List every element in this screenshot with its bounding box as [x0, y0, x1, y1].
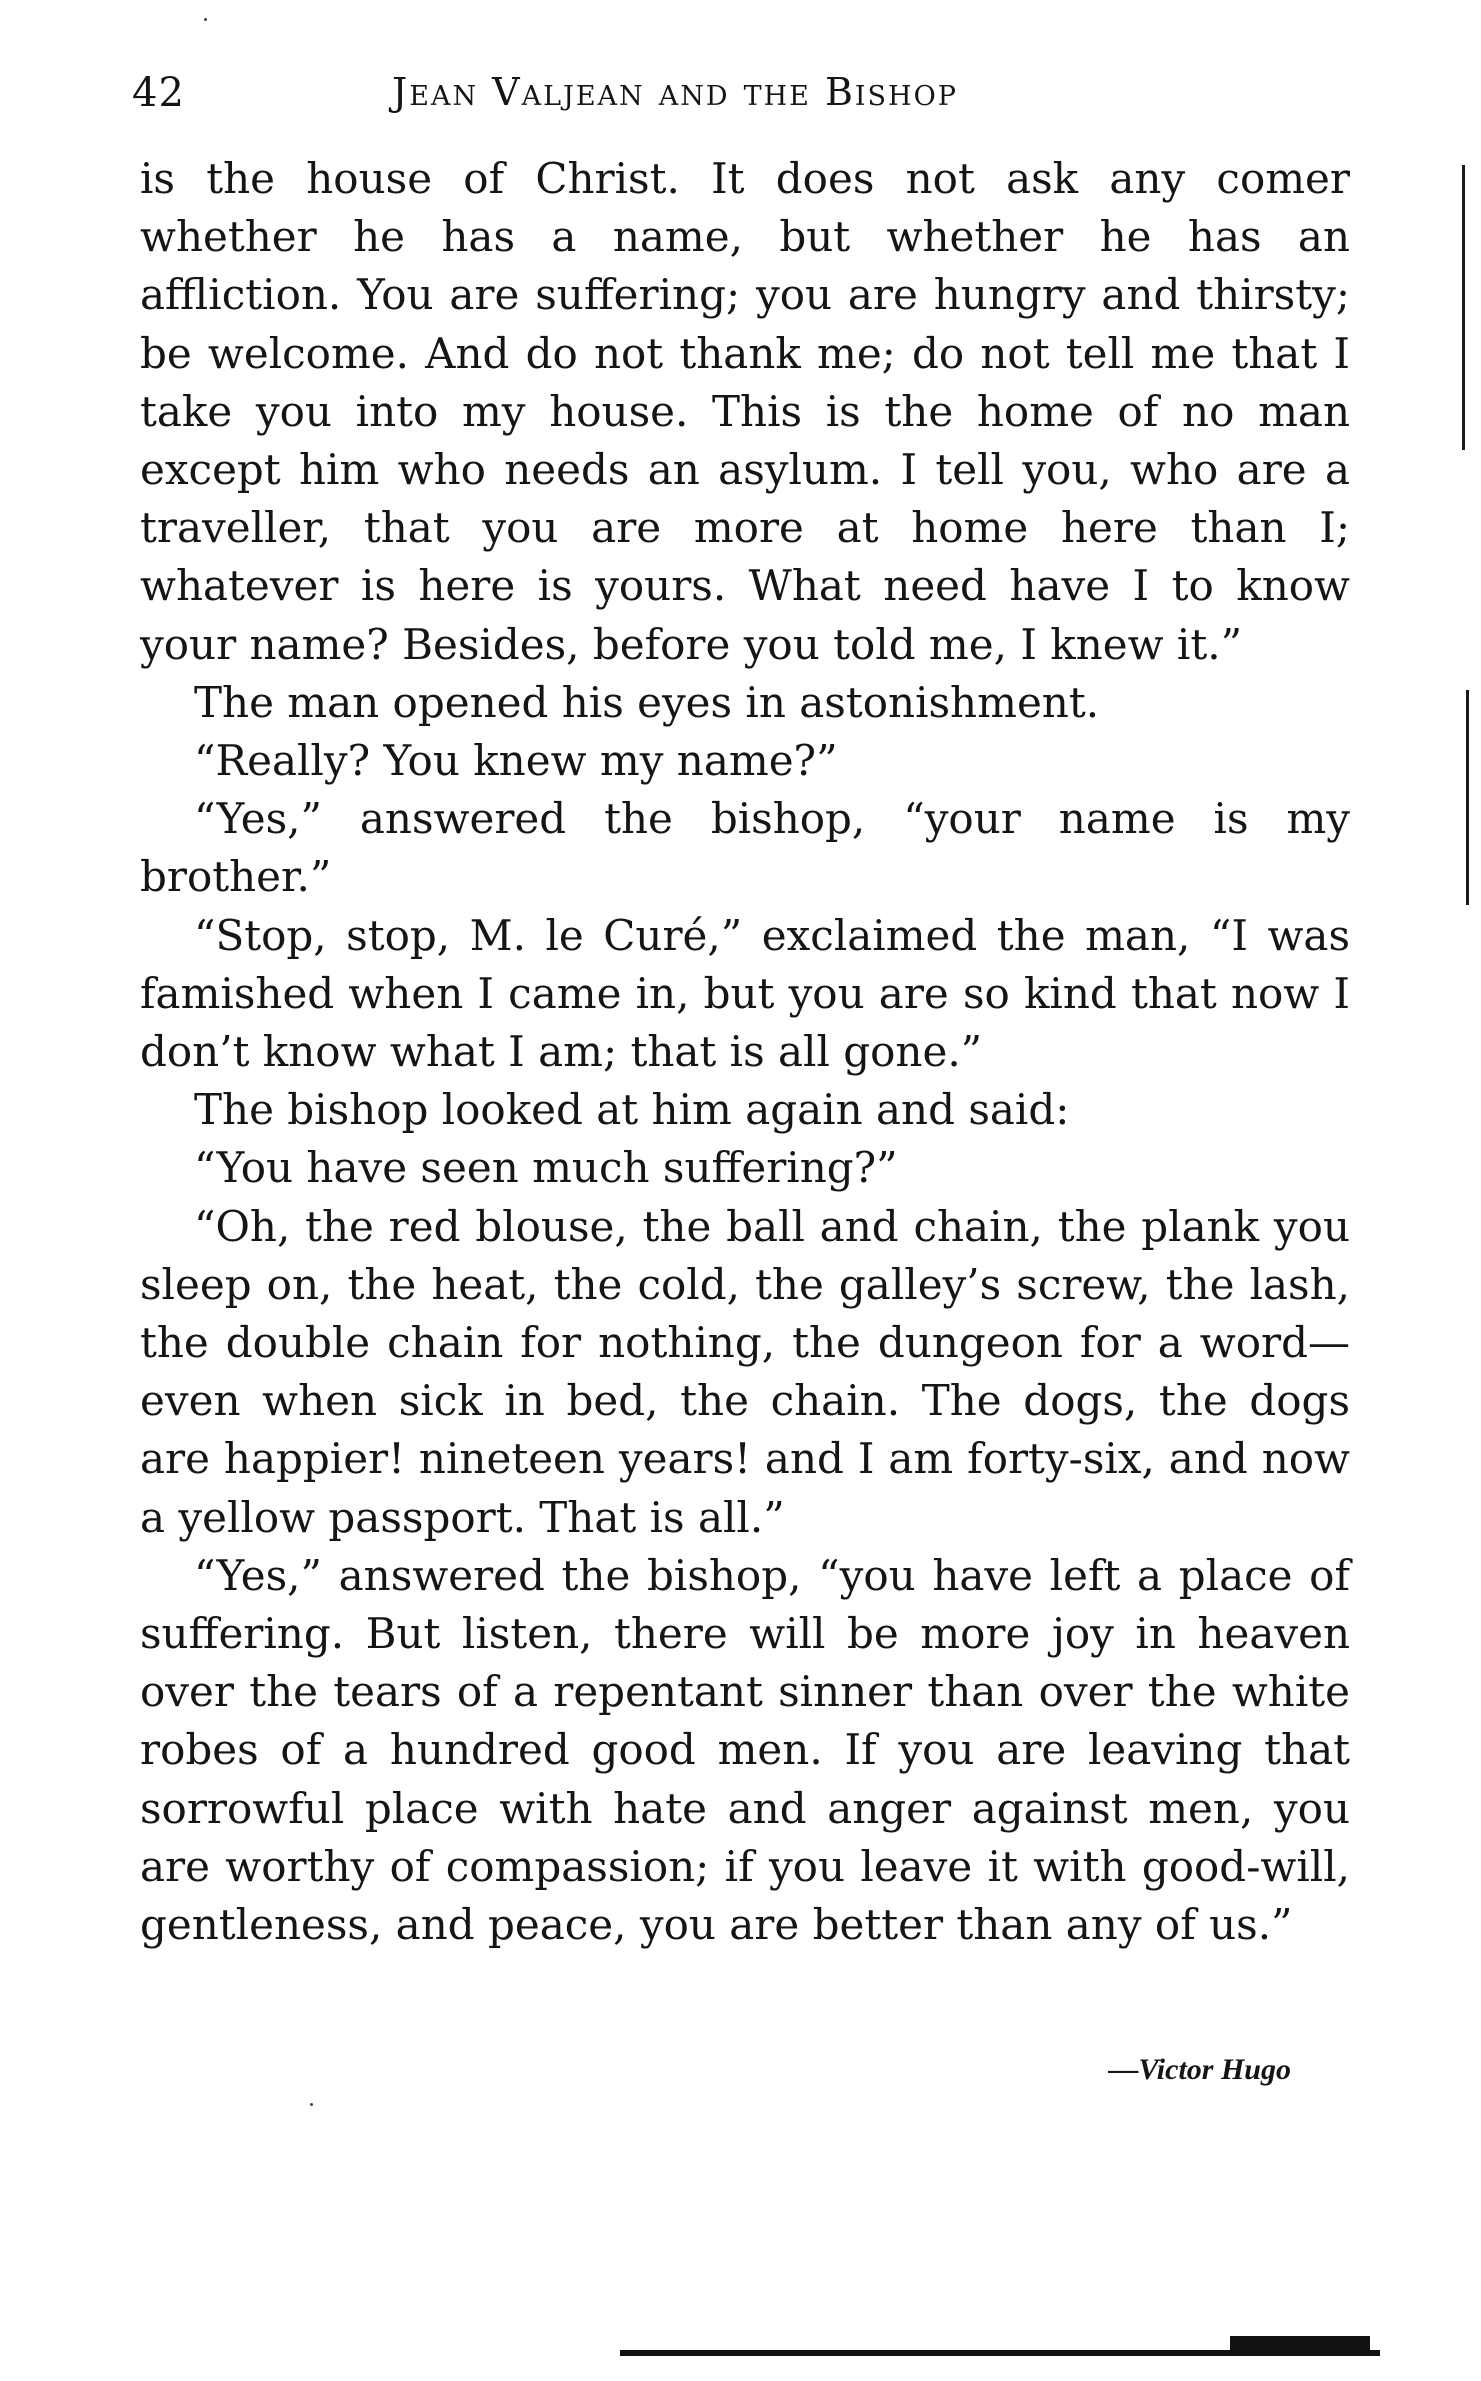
running-head: Jean Valjean and the Bishop	[392, 70, 958, 114]
body-text	[140, 150, 1350, 1954]
page-number: 42	[132, 70, 185, 116]
paragraph: “Yes,” answered the bishop, “your name is my brother.”	[140, 794, 1350, 902]
paragraph: The bishop looked at him again and said:	[194, 1085, 1070, 1135]
paragraph: “Oh, the red blouse, the ball and chain, the plank you sleep on, the heat, the cold, the galley’s screw, the lash, the double chain for nothing, the dungeon for a word—even when sick in bed, the chain. The dogs, the dogs are happier! nineteen years! and I am forty-six, and now a yellow passport. That is all.”	[140, 1201, 1350, 1542]
margin-rule	[1462, 165, 1465, 450]
paragraph: is the house of Christ. It does not ask any comer whether he has a name, but whether he has an affliction. You are suffering; you are hungry and thirsty; be welcome. And do not thank me; do not tell me that I take you into my house. This is the home of no man except him who needs an asylum. I tell you, who are a traveller, that you are more at home here than I; whatever is here is yours. What need have I to know your name? Besides, before you told me, I knew it.”	[140, 154, 1350, 669]
paragraph: “Really? You knew my name?”	[194, 736, 838, 786]
paragraph: “Stop, stop, M. le Curé,” exclaimed the man, “I was famished when I came in, but you are so kind that now I don’t know what I am; that is all gone.”	[140, 910, 1350, 1077]
scan-speck	[204, 18, 207, 21]
paragraph: “Yes,” answered the bishop, “you have left a place of suffering. But listen, there will be more joy in heaven over the tears of a repentant sinner than over the white robes of a hundred good men. If you are leaving that sorrowful place with hate and anger against men, you are worthy of compassion; if you leave it with good-will, gentleness, and peace, you are better than any of us.”	[140, 1550, 1350, 1950]
page-edge-mark	[1230, 2336, 1370, 2356]
paragraph: “You have seen much suffering?”	[194, 1143, 898, 1193]
scan-speck	[310, 2103, 313, 2106]
margin-rule	[1466, 690, 1469, 905]
page-header	[132, 62, 1352, 122]
attribution: —Victor Hugo	[1108, 2053, 1291, 2086]
paragraph: The man opened his eyes in astonishment.	[194, 677, 1100, 727]
